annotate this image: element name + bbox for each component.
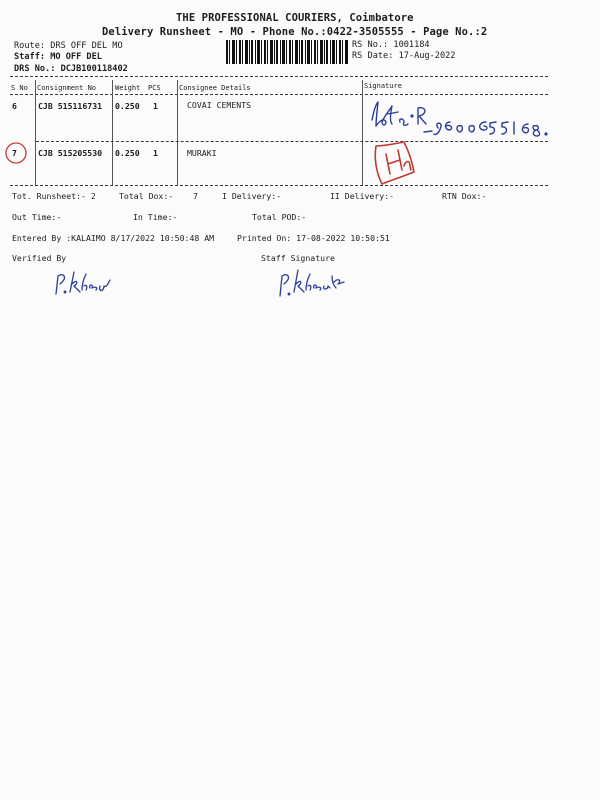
barcode-image — [226, 40, 348, 64]
row-pcs: 1 — [153, 148, 158, 158]
drs-number: DRS No.: DCJB100118402 — [14, 64, 128, 74]
runsheet-subtitle: Delivery Runsheet - MO - Phone No.:0422-3505555 - Page No.:2 — [102, 26, 488, 38]
red-circle-mark — [3, 140, 31, 166]
row-consignee: COVAI CEMENTS — [187, 100, 252, 110]
table-bottom-rule — [10, 185, 548, 186]
total-dox-value: 7 — [193, 191, 198, 201]
total-dox-label: Total Dox:- — [119, 191, 174, 201]
rs-date: RS Date: 17-Aug-2022 — [352, 51, 456, 61]
printed-on: Printed On: 17-08-2022 10:50:51 — [237, 233, 390, 243]
total-pod: Total POD:- — [252, 212, 307, 222]
row-consignment: CJB 515205530 — [38, 148, 103, 158]
header-bottom-rule — [10, 94, 548, 95]
row-consignee: MURAKI — [187, 148, 217, 158]
col-header-consignee: Consignee Details — [179, 84, 251, 92]
entered-by: Entered By :KALAIMO 8/17/2022 10:50:48 AM — [12, 233, 215, 243]
rtn-dox: RTN Dox:- — [442, 191, 487, 201]
col-header-pcs: PCS — [148, 84, 161, 92]
i-delivery: I Delivery:- — [222, 191, 282, 201]
in-time: In Time:- — [133, 212, 178, 222]
row-separator — [36, 141, 548, 142]
col-header-sno: S No — [11, 84, 28, 92]
ii-delivery: II Delivery:- — [330, 191, 395, 201]
row-sno: 6 — [12, 101, 17, 111]
row1-signature — [362, 96, 562, 142]
row-sno: 7 — [12, 148, 17, 158]
route-label: Route: DRS OFF DEL MO — [14, 41, 123, 51]
row-consignment: CJB 515116731 — [38, 101, 103, 111]
staff-label: Staff: MO OFF DEL — [14, 52, 102, 62]
row-weight: 0.250 — [115, 148, 140, 158]
table-top-rule — [10, 76, 548, 77]
col-divider — [177, 80, 178, 186]
row-pcs: 1 — [153, 101, 158, 111]
verified-by-label: Verified By — [12, 253, 67, 263]
col-header-signature: Signature — [364, 82, 402, 90]
col-header-consignment: Consignment No — [37, 84, 97, 92]
rs-number: RS No.: 1001184 — [352, 40, 430, 50]
col-header-weight: Weight — [115, 84, 141, 92]
col-divider — [35, 80, 36, 186]
col-divider — [112, 80, 113, 186]
out-time: Out Time:- — [12, 212, 62, 222]
verified-signature — [50, 264, 116, 300]
row-weight: 0.250 — [115, 101, 140, 111]
staff-signature-label: Staff Signature — [261, 253, 335, 263]
row2-signature — [370, 138, 426, 190]
tot-runsheet: Tot. Runsheet:- 2 — [12, 191, 96, 201]
company-title: THE PROFESSIONAL COURIERS, Coimbatore — [176, 12, 414, 24]
staff-signature — [272, 262, 356, 302]
